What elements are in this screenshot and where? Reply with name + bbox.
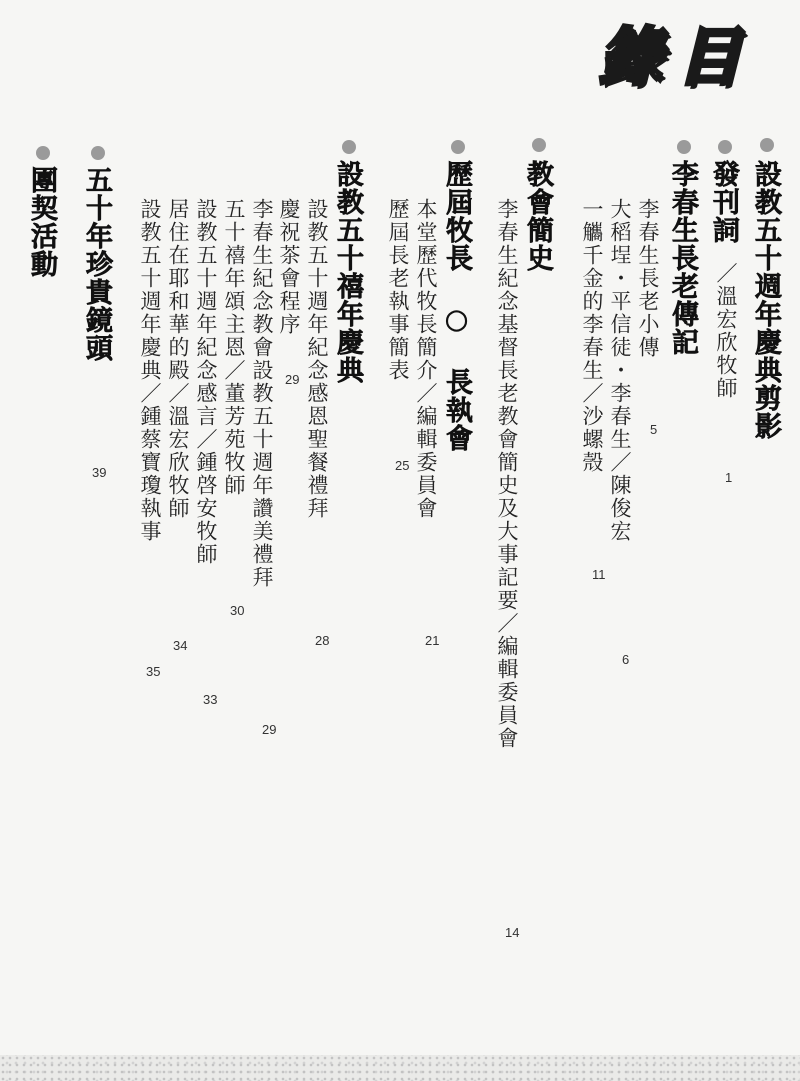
toc-entry: 李春生長老小傳 — [636, 198, 660, 359]
toc-entry: 設教五十週年紀念感言／鍾啓安牧師 — [194, 198, 218, 566]
section-heading-ceremony-photos: 設教五十週年慶典剪影 — [750, 160, 781, 440]
page-number: 35 — [146, 664, 161, 679]
page-number: 25 — [395, 458, 410, 473]
page-number: 30 — [230, 603, 245, 618]
decorative-bottom-band — [0, 1055, 800, 1081]
section-bullet-icon — [532, 138, 546, 152]
toc-entry: 一觿千金的李春生／沙螺殼 — [580, 198, 604, 474]
section-heading-preface: 發刊詞 — [708, 160, 739, 244]
toc-entry: 設教五十週年慶典／鍾蔡寶瓊執事 — [138, 198, 162, 543]
toc-entry: 五十禧年頌主恩／董芳苑牧師 — [222, 198, 246, 497]
page-number: 21 — [425, 633, 440, 648]
section-bullet-icon — [760, 138, 774, 152]
page-number: 5 — [650, 422, 658, 437]
page-number: 33 — [203, 692, 218, 707]
section-bullet-icon — [677, 140, 691, 154]
page-number: 1 — [725, 470, 733, 485]
page-number: 39 — [92, 465, 107, 480]
title-char-mu: 目 — [676, 21, 740, 95]
section-bullet-icon — [451, 140, 465, 154]
section-heading-jubilee: 設教五十禧年慶典 — [332, 160, 363, 384]
section-bullet-icon — [36, 146, 50, 160]
toc-entry: 李春生紀念基督長老教會簡史及大事記要／編輯委員會 — [495, 198, 519, 750]
page-number: 11 — [592, 567, 606, 582]
section-bullet-icon — [91, 146, 105, 160]
page-title — [598, 18, 788, 98]
section-heading-church-history: 教會簡史 — [522, 160, 553, 272]
toc-entry: 慶祝茶會程序 — [277, 198, 301, 336]
toc-entry: 設教五十週年紀念感恩聖餐禮拜 — [305, 198, 329, 520]
section-bullet-icon — [342, 140, 356, 154]
toc-entry: 李春生紀念教會設教五十週年讚美禮拜 — [250, 198, 274, 589]
toc-entry: 本堂歷代牧長簡介／編輯委員會 — [414, 198, 438, 520]
toc-entry-preface: ／溫宏欣牧師 — [714, 262, 738, 400]
page-number: 6 — [622, 652, 630, 667]
title-char-lu: 錄 — [598, 21, 662, 95]
section-heading-photos: 五十年珍貴鏡頭 — [81, 166, 112, 362]
section-heading-fellowship: 團契活動 — [26, 166, 57, 278]
toc-entry: 居住在耶和華的殿／溫宏欣牧師 — [166, 198, 190, 520]
section-bullet-icon — [718, 140, 732, 154]
page-number: 29 — [285, 372, 300, 387]
page-number: 34 — [173, 638, 188, 653]
page-number: 14 — [505, 925, 520, 940]
page-number: 29 — [262, 722, 277, 737]
section-heading-pastors: 歷屆牧長 ○ 長執會 — [441, 160, 472, 452]
page-number: 28 — [315, 633, 330, 648]
toc-entry: 歷屆長老執事簡表 — [386, 198, 410, 382]
section-heading-biography: 李春生長老傳記 — [667, 160, 698, 356]
toc-entry: 大稻埕・平信徒・李春生／陳俊宏 — [608, 198, 632, 543]
